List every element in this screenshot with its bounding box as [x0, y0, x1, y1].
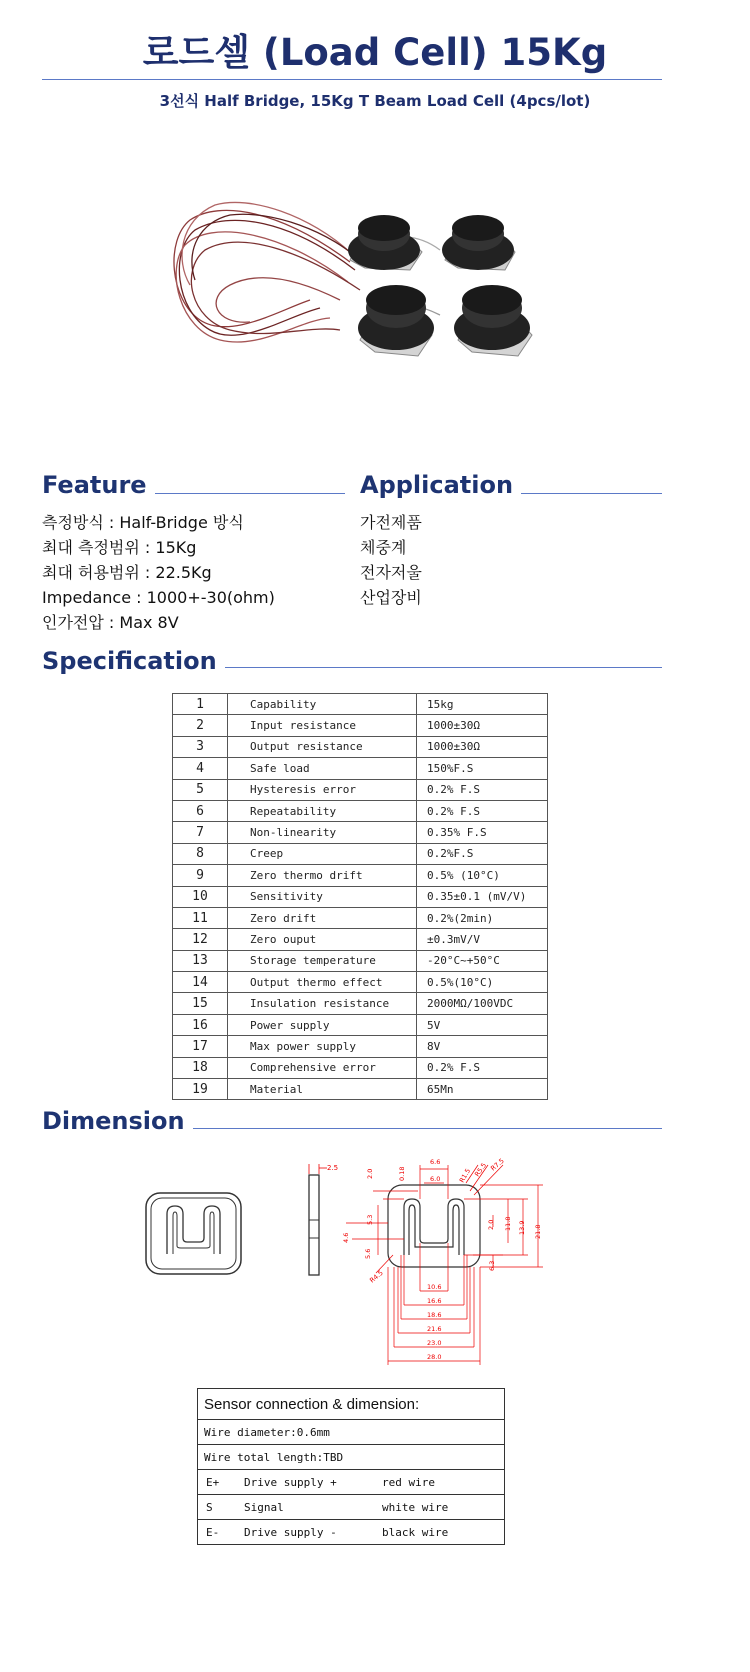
feature-line: 최대 허용범위 : 22.5Kg [42, 563, 212, 582]
application-heading: Application [360, 471, 521, 499]
dim-label: 6.6 [430, 1158, 441, 1166]
feature-divider [130, 493, 345, 494]
spec-number: 5 [173, 779, 228, 800]
spec-number: 2 [173, 715, 228, 736]
spec-number: 13 [173, 950, 228, 971]
spec-value: 0.2%F.S [417, 843, 548, 864]
spec-number: 1 [173, 694, 228, 715]
dim-label: 10.6 [427, 1283, 442, 1291]
spec-number: 6 [173, 800, 228, 821]
pin-wire-color: red wire [382, 1475, 435, 1489]
spec-name: Input resistance [228, 715, 417, 736]
spec-value: 65Mn [417, 1079, 548, 1100]
spec-name: Storage temperature [228, 950, 417, 971]
spec-row [173, 907, 548, 928]
outline-drawing [145, 1192, 242, 1275]
spec-number: 18 [173, 1057, 228, 1078]
dimension-divider [157, 1128, 662, 1129]
spec-number: 17 [173, 1036, 228, 1057]
feature-line: 최대 측정범위 : 15Kg [42, 538, 197, 557]
dim-label: 4.6 [342, 1232, 350, 1243]
pin-wire-color: white wire [382, 1500, 449, 1514]
spec-name: Sensitivity [228, 886, 417, 907]
dim-label: 5.3 [366, 1214, 374, 1225]
spec-name: Insulation resistance [228, 993, 417, 1014]
feature-line: Impedance : 1000+-30(ohm) [42, 588, 275, 607]
spec-name: Creep [228, 843, 417, 864]
spec-number: 7 [173, 822, 228, 843]
spec-name: Comprehensive error [228, 1057, 417, 1078]
spec-name: Output thermo effect [228, 972, 417, 993]
spec-value: 5V [417, 1014, 548, 1035]
spec-name: Capability [228, 694, 417, 715]
dim-label: 2.0 [487, 1219, 495, 1230]
spec-row [173, 1036, 548, 1057]
side-dim-label: 2.5 [327, 1164, 339, 1172]
spec-number: 15 [173, 993, 228, 1014]
spec-value: 8V [417, 1036, 548, 1057]
dim-label: 6.0 [430, 1175, 441, 1183]
dim-label: R7.5 [489, 1156, 506, 1173]
spec-name: Repeatability [228, 800, 417, 821]
dim-label: R1.5 [457, 1167, 473, 1184]
pin-wire-color: black wire [382, 1525, 449, 1539]
spec-value: 1000±30Ω [417, 736, 548, 757]
pin-function: Drive supply + [244, 1475, 337, 1489]
spec-row [173, 993, 548, 1014]
spec-name: Output resistance [228, 736, 417, 757]
application-line: 전자저울 [360, 563, 422, 582]
spec-row [173, 886, 548, 907]
pin-row [198, 1520, 505, 1545]
spec-row [173, 950, 548, 971]
feature-line: 측정방식 : Half-Bridge 방식 [42, 513, 244, 532]
spec-value: 0.2% F.S [417, 779, 548, 800]
dim-label: 21.6 [427, 1325, 442, 1333]
application-line: 체중계 [360, 538, 407, 557]
spec-number: 9 [173, 865, 228, 886]
dim-label: 6.3 [488, 1260, 496, 1271]
spec-value: 0.5%(10°C) [417, 972, 548, 993]
spec-number: 16 [173, 1014, 228, 1035]
spec-value: 1000±30Ω [417, 715, 548, 736]
spec-row [173, 843, 548, 864]
feature-line: 인가전압 : Max 8V [42, 613, 179, 632]
spec-name: Hysteresis error [228, 779, 417, 800]
spec-row [173, 779, 548, 800]
spec-table [172, 693, 548, 1100]
pin-label: E- [206, 1525, 220, 1539]
spec-value: 0.35±0.1 (mV/V) [417, 886, 548, 907]
spec-row [173, 736, 548, 757]
spec-value: 150%F.S [417, 758, 548, 779]
spec-value: 2000MΩ/100VDC [417, 993, 548, 1014]
specification-divider [178, 667, 662, 668]
spec-number: 19 [173, 1079, 228, 1100]
dim-label: 11.8 [504, 1216, 512, 1231]
spec-row [173, 972, 548, 993]
application-list [360, 510, 422, 610]
spec-name: Max power supply [228, 1036, 417, 1057]
dimension-heading: Dimension [42, 1107, 193, 1135]
spec-row [173, 865, 548, 886]
spec-row [173, 758, 548, 779]
dim-label: 13.9 [518, 1220, 526, 1235]
specification-heading: Specification [42, 647, 225, 675]
spec-value: 0.2%(2min) [417, 907, 548, 928]
spec-number: 4 [173, 758, 228, 779]
spec-name: Material [228, 1079, 417, 1100]
spec-row [173, 800, 548, 821]
application-line: 산업장비 [360, 588, 422, 607]
dim-label: 28.0 [427, 1353, 442, 1361]
feature-heading: Feature [42, 471, 155, 499]
spec-row [173, 715, 548, 736]
spec-row [173, 929, 548, 950]
spec-value: ±0.3mV/V [417, 929, 548, 950]
dim-label: 2.0 [366, 1168, 374, 1179]
page-subtitle: 3선식 Half Bridge, 15Kg T Beam Load Cell (4pcs/lot) [159, 92, 591, 110]
spec-number: 12 [173, 929, 228, 950]
pin-row [198, 1495, 505, 1520]
spec-row [173, 822, 548, 843]
spec-number: 10 [173, 886, 228, 907]
title-divider [42, 79, 662, 80]
dim-label: R5.5 [473, 1161, 489, 1179]
dim-label: 5.6 [364, 1248, 372, 1259]
spec-name: Zero ouput [228, 929, 417, 950]
page-title: 로드셀 (Load Cell) 15Kg [142, 31, 608, 74]
connection-title: Sensor connection & dimension: [198, 1389, 505, 1420]
spec-name: Zero thermo drift [228, 865, 417, 886]
spec-name: Power supply [228, 1014, 417, 1035]
spec-value: 0.2% F.S [417, 1057, 548, 1078]
pin-label: S [206, 1500, 213, 1514]
pin-function: Signal [244, 1500, 284, 1514]
product-photo [160, 190, 550, 380]
spec-row [173, 1079, 548, 1100]
dim-label: 18.6 [427, 1311, 442, 1319]
spec-value: -20°C~+50°C [417, 950, 548, 971]
spec-row [173, 1014, 548, 1035]
dimension-drawing [338, 1155, 550, 1373]
spec-number: 11 [173, 907, 228, 928]
spec-name: Non-linearity [228, 822, 417, 843]
spec-value: 0.5% (10°C) [417, 865, 548, 886]
spec-value: 0.2% F.S [417, 800, 548, 821]
pin-function: Drive supply - [244, 1525, 337, 1539]
connection-table [197, 1388, 505, 1545]
spec-row [173, 1057, 548, 1078]
pin-label: E+ [206, 1475, 220, 1489]
dim-label: R4.5 [368, 1268, 385, 1285]
spec-value: 15kg [417, 694, 548, 715]
spec-name: Zero drift [228, 907, 417, 928]
spec-value: 0.35% F.S [417, 822, 548, 843]
dim-label: 16.6 [427, 1297, 442, 1305]
spec-number: 8 [173, 843, 228, 864]
spec-name: Safe load [228, 758, 417, 779]
dim-label: 21.8 [534, 1224, 542, 1239]
pin-row [198, 1470, 505, 1495]
spec-number: 3 [173, 736, 228, 757]
spec-number: 14 [173, 972, 228, 993]
feature-list [42, 510, 275, 635]
dim-label: 0.18 [398, 1166, 406, 1181]
application-line: 가전제품 [360, 513, 422, 532]
dim-label: 23.0 [427, 1339, 442, 1347]
spec-row [173, 694, 548, 715]
wire-length: Wire total length:TBD [198, 1445, 505, 1470]
wire-diameter: Wire diameter:0.6mm [198, 1420, 505, 1445]
